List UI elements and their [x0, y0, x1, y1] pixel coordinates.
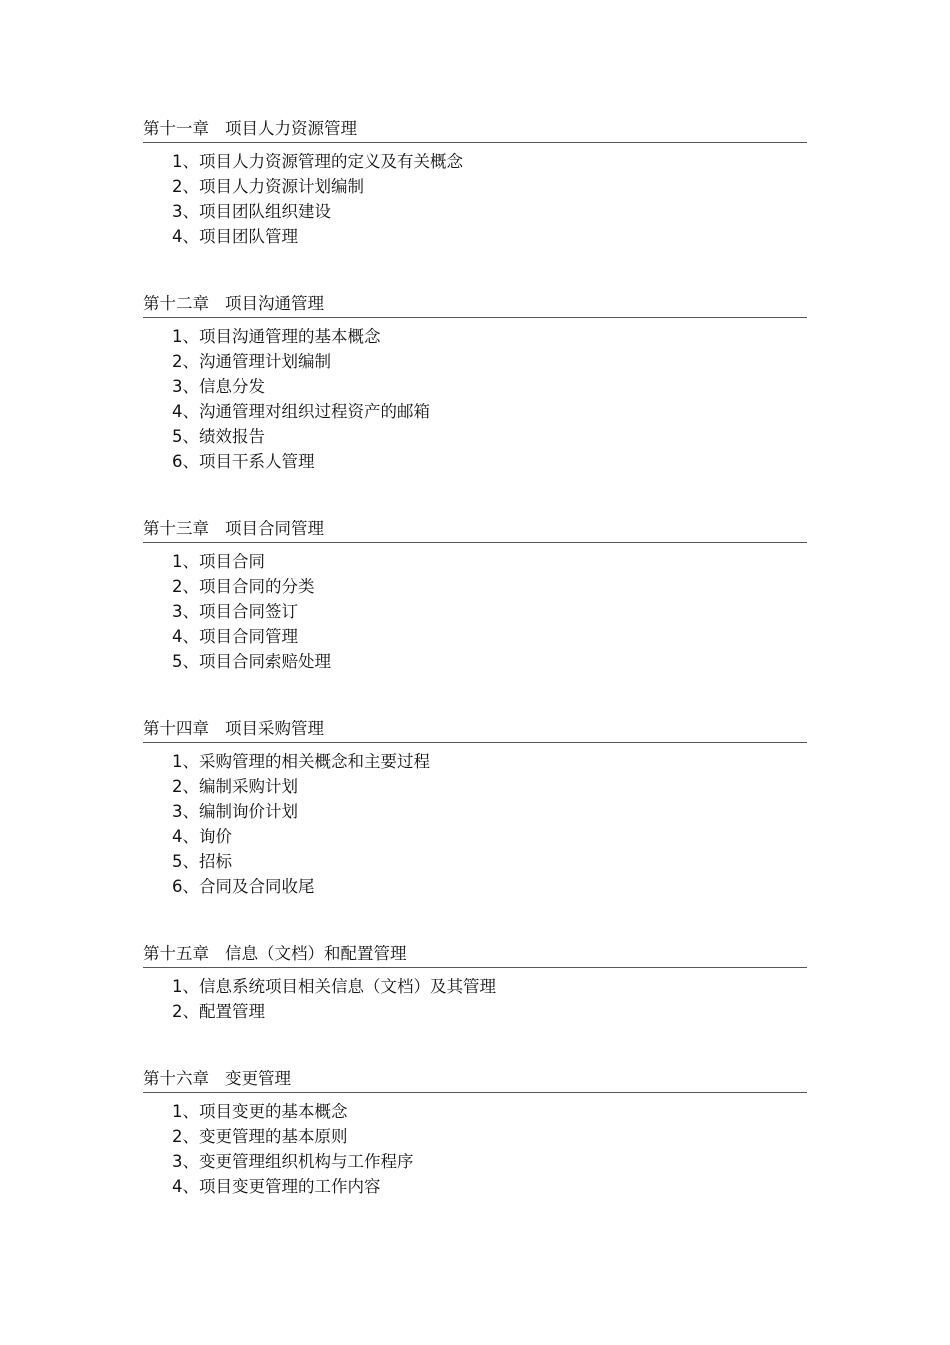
- list-item: 1、项目合同: [172, 552, 265, 571]
- list-item: 4、询价: [172, 827, 232, 846]
- chapter-number: 第十三章: [143, 519, 209, 538]
- list-item: 3、编制询价计划: [172, 802, 298, 821]
- list-item: 2、变更管理的基本原则: [172, 1127, 348, 1146]
- chapter-number: 第十四章: [143, 719, 209, 738]
- chapter-name: 项目人力资源管理: [225, 119, 357, 138]
- chapter-name: 变更管理: [225, 1069, 291, 1088]
- list-item: 2、项目人力资源计划编制: [172, 177, 364, 196]
- list-item: 4、项目合同管理: [172, 627, 298, 646]
- list-item: 4、项目团队管理: [172, 227, 298, 246]
- chapter-number: 第十五章: [143, 944, 209, 963]
- list-item: 2、项目合同的分类: [172, 577, 315, 596]
- section-list: [143, 324, 807, 474]
- list-item: 3、项目合同签订: [172, 602, 298, 621]
- section-list: [143, 549, 807, 674]
- list-item: 2、编制采购计划: [172, 777, 298, 796]
- chapter-14: [143, 718, 807, 899]
- chapter-title: [143, 293, 807, 318]
- section-list: [143, 149, 807, 249]
- list-item: 3、变更管理组织机构与工作程序: [172, 1152, 414, 1171]
- section-list: [143, 1099, 807, 1199]
- chapter-number: 第十一章: [143, 119, 209, 138]
- list-item: 3、项目团队组织建设: [172, 202, 331, 221]
- chapter-16: [143, 1068, 807, 1199]
- list-item: 1、信息系统项目相关信息（文档）及其管理: [172, 977, 496, 996]
- list-item: 2、配置管理: [172, 1002, 265, 1021]
- chapter-12: [143, 293, 807, 474]
- chapter-title: [143, 118, 807, 143]
- chapter-number: 第十二章: [143, 294, 209, 313]
- list-item: 2、沟通管理计划编制: [172, 352, 331, 371]
- list-item: 4、沟通管理对组织过程资产的邮箱: [172, 402, 430, 421]
- section-list: [143, 749, 807, 899]
- chapter-15: [143, 943, 807, 1024]
- section-list: [143, 974, 807, 1024]
- list-item: 1、项目人力资源管理的定义及有关概念: [172, 152, 463, 171]
- list-item: 3、信息分发: [172, 377, 265, 396]
- chapter-name: 信息（文档）和配置管理: [225, 944, 407, 963]
- list-item: 5、招标: [172, 852, 232, 871]
- list-item: 5、绩效报告: [172, 427, 265, 446]
- chapter-11: [143, 118, 807, 249]
- chapter-number: 第十六章: [143, 1069, 209, 1088]
- list-item: 6、合同及合同收尾: [172, 877, 315, 896]
- chapter-title: [143, 718, 807, 743]
- list-item: 4、项目变更管理的工作内容: [172, 1177, 381, 1196]
- list-item: 1、项目变更的基本概念: [172, 1102, 348, 1121]
- chapter-name: 项目合同管理: [225, 519, 324, 538]
- chapter-title: [143, 1068, 807, 1093]
- list-item: 5、项目合同索赔处理: [172, 652, 331, 671]
- chapter-13: [143, 518, 807, 674]
- chapter-title: [143, 943, 807, 968]
- list-item: 6、项目干系人管理: [172, 452, 315, 471]
- chapter-name: 项目采购管理: [225, 719, 324, 738]
- chapter-title: [143, 518, 807, 543]
- list-item: 1、采购管理的相关概念和主要过程: [172, 752, 430, 771]
- list-item: 1、项目沟通管理的基本概念: [172, 327, 381, 346]
- chapter-name: 项目沟通管理: [225, 294, 324, 313]
